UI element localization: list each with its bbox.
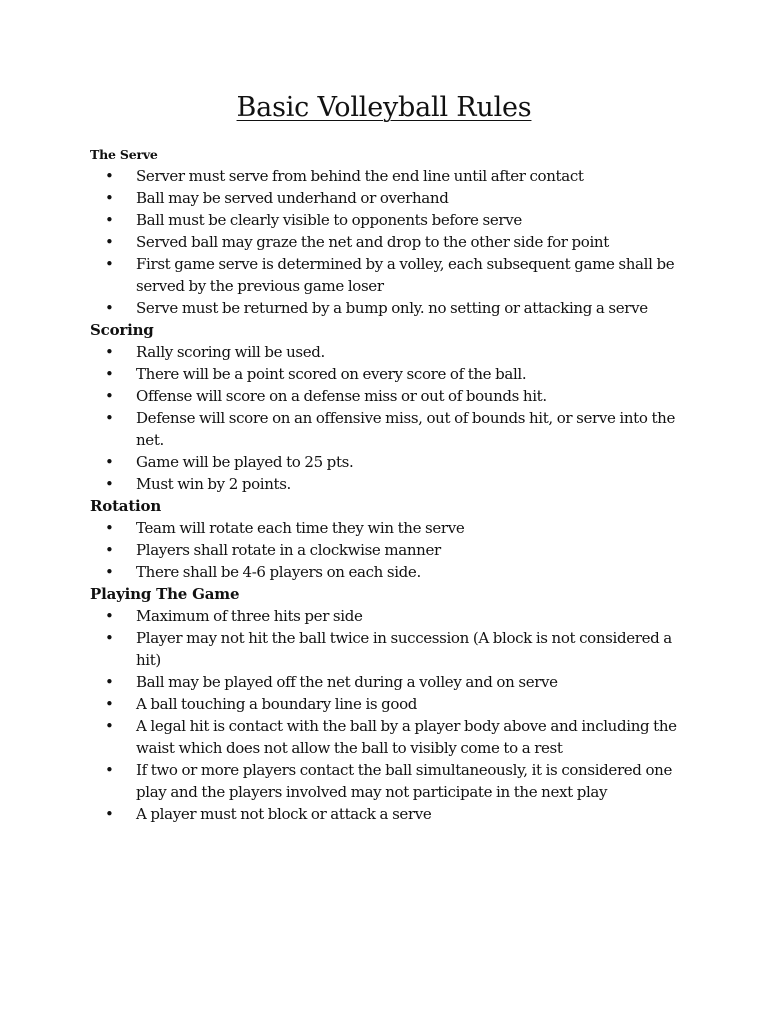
list-item-text: If two or more players contact the ball simultaneously, it is considered one play and the players involved may not participate in the next play (136, 761, 672, 801)
list-item (90, 473, 690, 495)
list-item-text: First game serve is determined by a volley, each subsequent game shall be served by the previous game loser (136, 255, 675, 295)
list-item (90, 341, 690, 363)
list-item-text: Game will be played to 25 pts. (136, 453, 354, 471)
page-title: Basic Volleyball Rules (236, 92, 532, 123)
list-item (90, 803, 690, 825)
list-item-text: A ball touching a boundary line is good (136, 695, 418, 713)
bullet-icon: • (105, 233, 114, 251)
list-item (90, 715, 690, 759)
list-item (90, 253, 690, 297)
list-item (90, 165, 690, 187)
list-item-text: Team will rotate each time they win the serve (136, 519, 465, 537)
list-item-text: Maximum of three hits per side (136, 607, 363, 625)
section-heading: The Serve (90, 147, 158, 162)
list-item-text: A legal hit is contact with the ball by a player body above and including the waist which does not allow the ball to visibly come to a rest (136, 717, 677, 757)
section-scoring (90, 319, 690, 495)
rules-content (90, 145, 690, 825)
list-item (90, 759, 690, 803)
list-item-text: Ball may be served underhand or overhand (136, 189, 449, 207)
bullet-list (90, 605, 690, 825)
bullet-icon: • (105, 805, 114, 823)
bullet-list (90, 165, 690, 319)
section-rotation (90, 495, 690, 583)
list-item (90, 385, 690, 407)
list-item-text: There will be a point scored on every score of the ball. (136, 365, 527, 383)
list-item-text: Rally scoring will be used. (136, 343, 325, 361)
bullet-icon: • (105, 717, 114, 735)
list-item (90, 539, 690, 561)
list-item (90, 671, 690, 693)
list-item (90, 451, 690, 473)
bullet-icon: • (105, 409, 114, 427)
bullet-list (90, 517, 690, 583)
section-playing-the-game (90, 583, 690, 825)
list-item (90, 363, 690, 385)
list-item-text: Ball must be clearly visible to opponents before serve (136, 211, 522, 229)
list-item-text: Player may not hit the ball twice in succession (A block is not considered a hit) (136, 629, 672, 669)
list-item-text: Defense will score on an offensive miss, out of bounds hit, or serve into the net. (136, 409, 675, 449)
list-item-text: Serve must be returned by a bump only. no setting or attacking a serve (136, 299, 648, 317)
list-item-text: Must win by 2 points. (136, 475, 291, 493)
list-item-text: There shall be 4-6 players on each side. (136, 563, 421, 581)
list-item (90, 627, 690, 671)
bullet-icon: • (105, 255, 114, 273)
bullet-icon: • (105, 387, 114, 405)
list-item-text: A player must not block or attack a serve (136, 805, 432, 823)
list-item (90, 297, 690, 319)
list-item (90, 231, 690, 253)
list-item (90, 561, 690, 583)
bullet-icon: • (105, 541, 114, 559)
bullet-icon: • (105, 365, 114, 383)
section-heading: Playing The Game (90, 585, 240, 603)
list-item (90, 605, 690, 627)
list-item (90, 187, 690, 209)
section-the-serve (90, 145, 690, 319)
bullet-icon: • (105, 519, 114, 537)
section-heading: Scoring (90, 321, 154, 339)
bullet-list (90, 341, 690, 495)
list-item (90, 407, 690, 451)
list-item-text: Offense will score on a defense miss or out of bounds hit. (136, 387, 547, 405)
list-item (90, 209, 690, 231)
bullet-icon: • (105, 607, 114, 625)
bullet-icon: • (105, 211, 114, 229)
list-item-text: Server must serve from behind the end line until after contact (136, 167, 584, 185)
bullet-icon: • (105, 167, 114, 185)
list-item-text: Served ball may graze the net and drop to the other side for point (136, 233, 609, 251)
bullet-icon: • (105, 761, 114, 779)
bullet-icon: • (105, 299, 114, 317)
bullet-icon: • (105, 475, 114, 493)
list-item-text: Players shall rotate in a clockwise manner (136, 541, 441, 559)
bullet-icon: • (105, 673, 114, 691)
list-item-text: Ball may be played off the net during a volley and on serve (136, 673, 558, 691)
section-heading: Rotation (90, 497, 162, 515)
list-item (90, 517, 690, 539)
bullet-icon: • (105, 563, 114, 581)
bullet-icon: • (105, 343, 114, 361)
bullet-icon: • (105, 453, 114, 471)
bullet-icon: • (105, 629, 114, 647)
bullet-icon: • (105, 695, 114, 713)
list-item (90, 693, 690, 715)
bullet-icon: • (105, 189, 114, 207)
